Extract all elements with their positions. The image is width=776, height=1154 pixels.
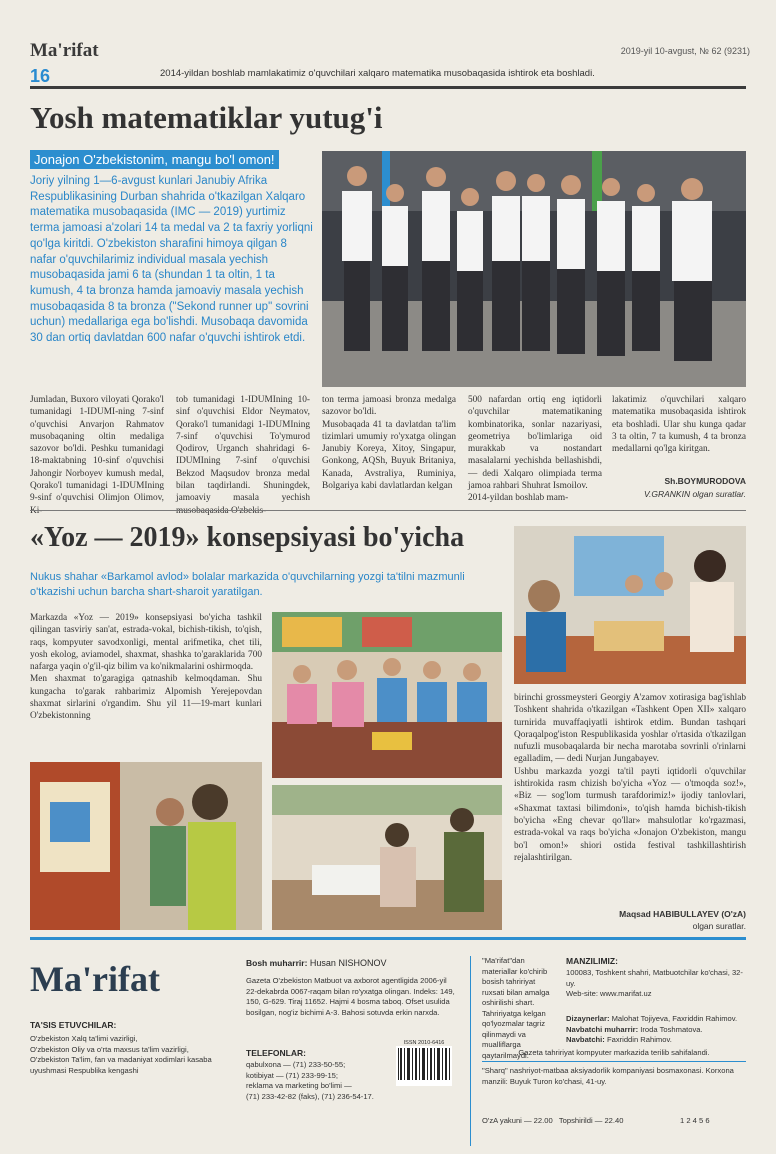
article1-col4: 500 nafardan ortiq eng iqtidorli o'quvchilar matematikaning kombinatorika, sonlar nazariyasi, geometriya bo'limlariga oid murakkab va nostandart masalalarni yechishda bellashishdi, — dedi Xalqaro olimpiada terma jamoa rahbari Shuhrat Ismoilov. 2014-yildan boshlab mam- (468, 395, 602, 504)
address-label: MANZILIMIZ: (566, 956, 618, 966)
article1-photo-credit: V.GRANKIN olgan suratlar. (643, 489, 746, 499)
computer-center: Gazeta tahririyat kompyuter markazida terilib sahifalandi. (482, 1048, 746, 1062)
editor-label: Bosh muharrir: (246, 958, 308, 968)
registration-text: Gazeta O'zbekiston Matbuot va axborot agentligida 2006-yil 22-dekabrda 0067-raqam bilan ro'yxatga olingan. Indeks: 149, 150, G-629. Tiraj 11652. Hajmi 4 bosma taboq. Ofset usulida bosilgan, nog'iz bichimi A-3. Bahosi sotuvda erkin narxda. (246, 976, 455, 1017)
address-text: 100083, Toshkent shahri, Matbuotchilar ko'chasi, 32-uy. Web-site: www.marifat.uz (566, 968, 743, 998)
founders-label: TA'SIS ETUVCHILAR: (30, 1020, 117, 1030)
phones-label: TELEFONLAR: (246, 1048, 306, 1058)
deadline-times: O'zA yakuni — 22.00 Topshirildi — 22.40 (482, 1116, 624, 1125)
editor-name: Husan NISHONOV (309, 958, 387, 968)
article1-subtitle: Jonajon O'zbekistonim, mangu bo'l omon! (30, 150, 279, 169)
sewing-photo (272, 785, 502, 930)
founders-text: O'zbekiston Xalq ta'limi vazirligi, O'zbekiston Oliy va o'rta maxsus ta'lim vazirligi, O'zbekiston Ta'lim, fan va madaniyat xodimlari kasaba uyushmasi Respublika kengashi (30, 1034, 212, 1075)
article1-title: Yosh matematiklar yutug'i (30, 100, 383, 135)
page-number: 16 (30, 66, 51, 86)
article1-lead: Joriy yilning 1—6-avgust kunlari Janubiy Afrika Respublikasining Durban shahrida o'tkazilgan Xalqaro matematika musobaqasida (IMC — 2019) yurtimiz terma jamoasi a'zolari 14 ta medal va 2 ta faxriy yorliqni qo'lga kiritdi. O'zbekiston sharafini himoya qilgan 8 nafar o'quvchilarimiz individual masala yechish musobaqasida jami 6 ta (shundan 1 ta oltin, 1 ta kumush, 4 ta bronza hamda jamoaviy masala yechish musobaqasida 8 ta bronza ("Sekond runner up" sovrini uchun) medallariga ega bo'lishdi. Musobaqa davomida 30 dan ortiq davlatdan 600 nafar o'quvchi ishtirok etdi. (30, 175, 313, 345)
phones-text: qabulxona — (71) 233-50-55; kotibiyat — (71) 233-99-15; reklama va marketing bo'limi — (71) 233-42-82 (faks), (71) 236-54-17. (246, 1060, 374, 1101)
footer-vline (470, 956, 471, 1146)
article2-lead: Nukus shahar «Barkamol avlod» bolalar markazida o'quvchilarning yozgi ta'tilni mazmunli o'tkazishi uchun barcha shart-sharoit yaratilgan. (30, 571, 465, 598)
painting-photo (30, 762, 262, 930)
team-photo (322, 151, 746, 387)
footer-rule (30, 937, 746, 940)
masthead-logo: Ma'rifat (30, 40, 99, 61)
editor-line (246, 958, 386, 968)
staff-row: Navbatchi muharrir: Iroda Toshmatova. (566, 1024, 703, 1034)
article2-col1: Markazda «Yoz — 2019» konsepsiyasi bo'yicha tashkil qilingan tasviriy san'at, estrada-vokal, bichish-tikish, to'qish, raqs, kompyuter savodxonligi, mental arifmetika, chet tili, yosh ekolog, aviamodel, shaxmat, shashka to'garaklarida 700 nafarga yaqin o'g'il-qiz bilim va ko'nikmalarini oshirmoqda. Men shaxmat to'garagiga qatnashib kelmoqdaman. Shu kungacha to'garak rahbarimiz Alpomish Yerejepovdan shaxmat sirlarini o'rgandim. Shu yil 11—19-mart kunlari O'zbekistonning (30, 613, 262, 722)
header-banner: 2014-yildan boshlab mamlakatimiz o'quvchilari xalqaro matematika musobaqasida ishtirok eta boshladi. (160, 68, 595, 79)
chess-photo (514, 526, 746, 684)
issue-info: 2019-yil 10-avgust, № 62 (9231) (620, 46, 750, 56)
article1-col2: tob tumanidagi 1-IDUMIning 10-sinf o'quvchisi Eldor Neymatov, Qorako'l tumanidagi 1-IDUMIning 7-sinf o'quvchisi To'ymurod Qodirov, Urganch shahridagi 6-IDUMIning 7-sinf o'quvchisi Bekzod Maqsudov bronza medal bilan taqdirlandi. Shuningdek, jamoaviy masala yechish (176, 395, 310, 504)
article1-col3: ton terma jamoasi bronza medalga sazovor bo'ldi. Musobaqada 41 ta davlatdan ta'lim tizimlari umumiy ro'yxatga olingan Janubiy Koreya, Xitoy, Singapur, Gonkong, AQSh, Buyuk Britaniya, Kanada, Avstraliya, Ruminiya, Bolgariya kabi davlatlardan kelgan (322, 395, 456, 492)
article2-author: Maqsad HABIBULLAYEV (O'zA) (619, 909, 746, 919)
footer-logo: Ma'rifat (30, 959, 160, 999)
article1-col1: Jumladan, Buxoro viloyati Qorako'l tumanidagi 1-IDUMI-ning 7-sinf o'quvchisi Anvarjon Rahmatov musobaqaning oltin medaliga sazovor bo'ldi. Peshku tumanidagi 18-maktabning 10-sinf o'quvchisi Jahongir Norboyev kumush medal, Qorako'l tumanidagi 1-IDUMIning 9-sinf o'quvchisi Olimjon Olimov, (30, 395, 164, 504)
barcode (396, 1040, 452, 1094)
staff-row: Navbatchi: Faxriddin Rahimov. (566, 1035, 672, 1044)
issn-text: ISSN 2010-6416 (403, 1040, 445, 1046)
header-rule (30, 86, 746, 89)
editorial-notes: "Ma'rifat"dan materiallar ko'chirib bosish tahririyat ruxsati bilan amalga oshirilishi shart. Tahririyatga kelgan qo'lyozmalar tagriz qilinmaydi va mualliflarga qaytarilmaydi. (482, 956, 550, 1060)
staff-list (566, 1014, 746, 1046)
order-number: 1 2 4 5 6 (680, 1116, 710, 1125)
staff-row: Dizaynerlar: Malohat Tojiyeva, Faxriddin Rahimov. (566, 1014, 738, 1023)
printing-info: "Sharq" nashriyot-matbaa aksiyadorlik kompaniyasi bosmaxonasi. Korxona manzili: Buyuk Turon ko'chasi, 41-uy. (482, 1066, 734, 1086)
article2-col2: birinchi grossmeysteri Georgiy A'zamov xotirasiga bag'ishlab Toshkent shahrida o'tkazilgan «Tashkent Open XII» xalqaro turnirida muvaffaqiyatli ishtirok etdim. Bundan tashqari Qoraqalpog'iston Respublikasida yoshlar o'rtasida o'tkazilgan nufuzli musobaqalarda bir necha marotaba sovrinli o'rinlarni egalladim, — dedi Nurjan Jungabayev. Ushbu markazda yozgi ta'til payti iqtidorli o'quvchilar ishtirokida rasm chizish bo'yicha «Yoz — o'tmoqda soz!», «Biz — sog'lom turmush tarafdorimiz!» ijodiy tanlovlari, «Shaxmat taxtasi bilimdoni», to'qish hamda bichish-tikish bo'yicha «Eng chevar qo'llar» mahsulotlar ko'rgazmasi, estrada-vokal va raqs bo'yicha «Jonajon O'zbekiston, mangu bo'l omon!» shiori ostida festival tashkillashtirish rejalashtirilgan. (514, 693, 746, 863)
section-divider (30, 510, 746, 511)
article1-author: Sh.BOYMURODOVA (664, 476, 746, 486)
article1-col5: lakatimiz o'quvchilari xalqaro matematika musobaqasida ishtirok eta boshladi. Ular shu kunga qadar 3 ta oltin, 7 ta kumush, 4 ta bronza medallarni qo'lga kiritgan. (612, 395, 746, 455)
article2-title: «Yoz — 2019» konsepsiyasi bo'yicha (30, 522, 465, 553)
craft-photo (272, 612, 502, 778)
article2-photo-credit: olgan suratlar. (692, 921, 746, 931)
